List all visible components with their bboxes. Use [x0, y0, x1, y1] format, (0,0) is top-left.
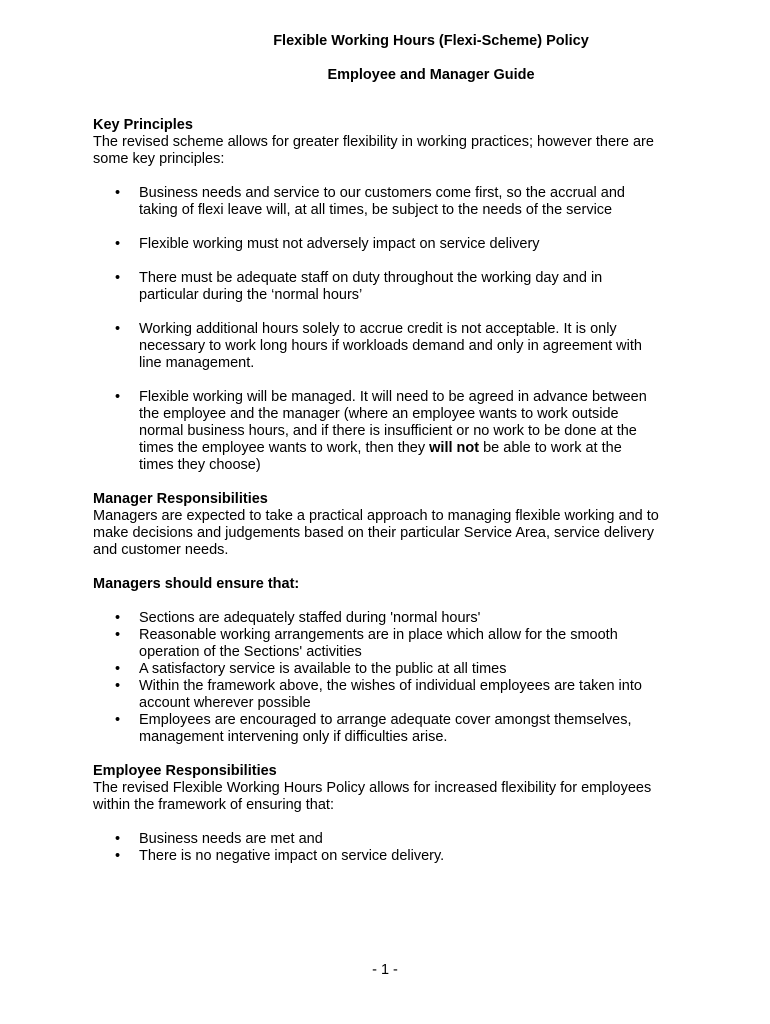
- key-principles-intro: The revised scheme allows for greater flexibility in working practices; however there are some key principles:: [93, 134, 654, 167]
- list-item-text: There must be adequate staff on duty throughout the working day and in particular during the ‘normal hours’: [139, 270, 603, 303]
- bullet-icon: •: [115, 712, 121, 728]
- bullet-icon: •: [115, 678, 121, 694]
- employee-responsibilities-heading: Employee Responsibilities: [93, 763, 277, 779]
- bullet-icon: •: [115, 610, 121, 626]
- bullet-icon: •: [115, 321, 121, 337]
- list-item-text: Business needs and service to our customers come first, so the accrual and taking of flexi leave will, at all times, be subject to the needs of the service: [139, 185, 625, 218]
- bullet-icon: •: [115, 661, 121, 677]
- list-item-text: Sections are adequately staffed during 'normal hours': [139, 610, 481, 626]
- manager-responsibilities-intro: Managers are expected to take a practical approach to managing flexible working and to make decisions and judgements based on their particular Service Area, service delivery and customer needs.: [93, 508, 659, 558]
- list-item-text: A satisfactory service is available to the public at all times: [139, 661, 507, 677]
- list-item-text: Reasonable working arrangements are in place which allow for the smooth operation of the Sections' activities: [139, 627, 618, 660]
- list-item-text: Working additional hours solely to accrue credit is not acceptable. It is only necessary to work long hours if workloads demand and only in agreement with line management.: [139, 321, 642, 371]
- list-item: [93, 678, 653, 712]
- list-item: [93, 185, 653, 219]
- bullet-icon: •: [115, 185, 121, 201]
- bullet-icon: •: [115, 848, 121, 864]
- key-principles-section: [93, 117, 770, 474]
- key-principles-list: [93, 185, 653, 474]
- list-item-text: be able to work at the times they choose): [139, 440, 622, 473]
- list-item-text: Flexible working must not adversely impact on service delivery: [139, 236, 540, 252]
- page-number: - 1 -: [372, 962, 398, 978]
- bullet-icon: •: [115, 270, 121, 286]
- list-item-text: Employees are encouraged to arrange adequate cover amongst themselves, management intervening only if difficulties arise.: [139, 712, 632, 745]
- document-title: Flexible Working Hours (Flexi-Scheme) Policy: [273, 33, 589, 49]
- list-item-emphasis: will not: [429, 440, 480, 456]
- list-item: [93, 712, 653, 746]
- list-item: [93, 661, 653, 678]
- bullet-icon: •: [115, 627, 121, 643]
- manager-responsibilities-section: [93, 491, 770, 746]
- bullet-icon: •: [115, 236, 121, 252]
- employee-list: [93, 831, 653, 865]
- manager-responsibilities-heading: Manager Responsibilities: [93, 491, 268, 507]
- list-item-text: Flexible working will be managed. It will need to be agreed in advance between the employee and the manager (where an employee wants to work outside normal business hours, and if there is insufficient or no work to be done at the times the employee wants to work, then they: [139, 389, 647, 456]
- list-item: [93, 321, 653, 372]
- key-principles-heading: Key Principles: [93, 117, 193, 133]
- list-item-text: Within the framework above, the wishes of individual employees are taken into account wherever possible: [139, 678, 642, 711]
- list-item: [93, 831, 653, 848]
- bullet-icon: •: [115, 831, 121, 847]
- list-item-text: Business needs are met and: [139, 831, 323, 847]
- managers-should-heading: Managers should ensure that:: [93, 576, 300, 592]
- manager-list: [93, 610, 653, 746]
- list-item: [93, 627, 653, 661]
- list-item: [93, 236, 653, 253]
- list-item-text: There is no negative impact on service delivery.: [139, 848, 445, 864]
- bullet-icon: •: [115, 389, 121, 405]
- list-item: [93, 610, 653, 627]
- employee-responsibilities-intro: The revised Flexible Working Hours Policy allows for increased flexibility for employees within the framework of ensuring that:: [93, 780, 652, 813]
- list-item: [93, 848, 653, 865]
- document-subtitle: Employee and Manager Guide: [327, 67, 535, 83]
- list-item: [93, 270, 653, 304]
- list-item: [93, 389, 653, 474]
- employee-responsibilities-section: [93, 763, 770, 865]
